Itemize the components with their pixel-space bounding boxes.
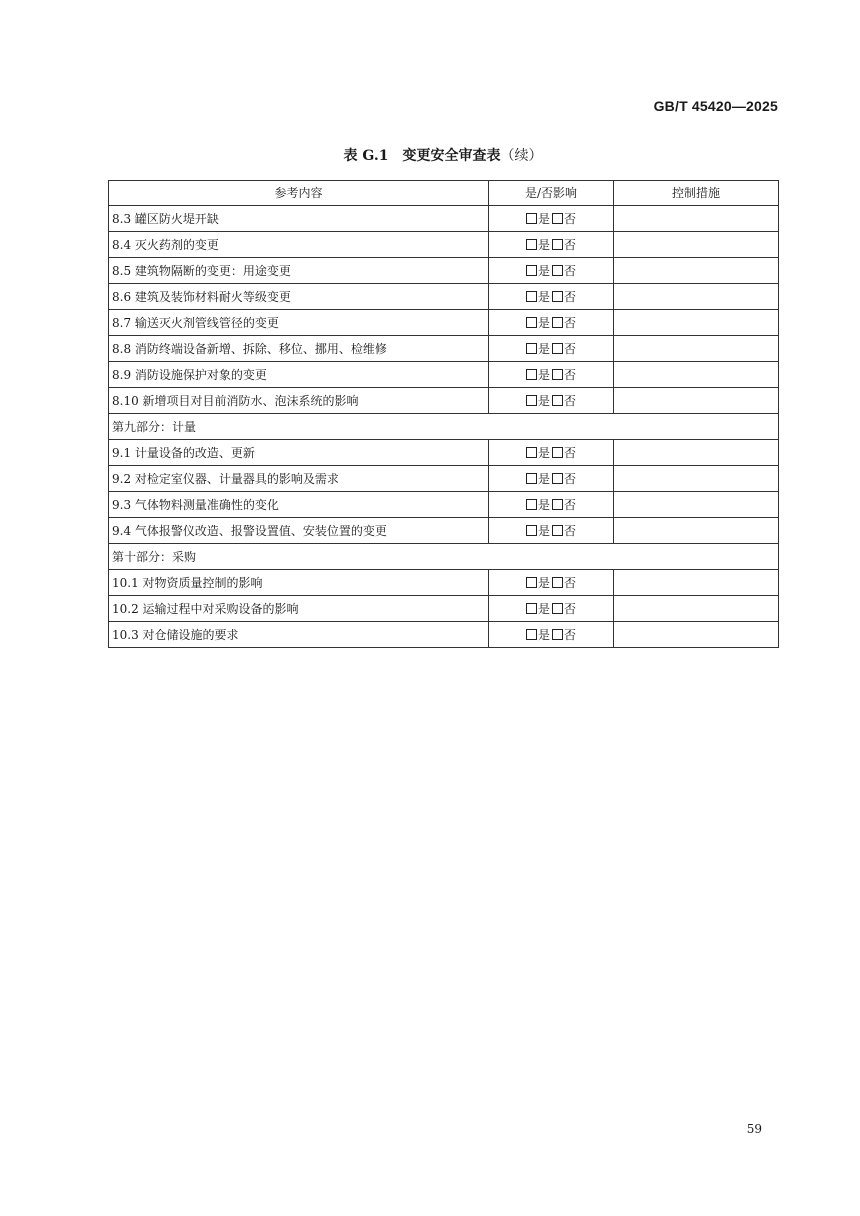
no-checkbox[interactable]: [552, 369, 563, 380]
table-number: 表 G.1: [343, 148, 389, 164]
header-reference-content: 参考内容: [109, 181, 489, 206]
yes-label: 是: [537, 393, 550, 408]
table-row: [109, 466, 779, 492]
yes-label: 是: [537, 601, 550, 616]
table-row: [109, 492, 779, 518]
control-measures-cell[interactable]: [614, 622, 779, 648]
impact-choice-cell: [489, 362, 614, 388]
no-label: 否: [564, 263, 577, 278]
reference-item: 10.3 对仓储设施的要求: [109, 622, 489, 648]
yes-checkbox[interactable]: [526, 343, 537, 354]
section-heading: 第十部分：采购: [109, 544, 779, 570]
table-body: [109, 206, 779, 648]
yes-label: 是: [537, 341, 550, 356]
yes-checkbox[interactable]: [526, 525, 537, 536]
no-label: 否: [564, 211, 577, 226]
no-checkbox[interactable]: [552, 447, 563, 458]
control-measures-cell[interactable]: [614, 206, 779, 232]
no-checkbox[interactable]: [552, 499, 563, 510]
reference-item: 9.4 气体报警仪改造、报警设置值、安装位置的变更: [109, 518, 489, 544]
no-label: 否: [564, 601, 577, 616]
standard-code: GB/T 45420—2025: [653, 98, 778, 114]
table-header-row: [109, 181, 779, 206]
control-measures-cell[interactable]: [614, 388, 779, 414]
control-measures-cell[interactable]: [614, 492, 779, 518]
table-row: [109, 440, 779, 466]
table-row: [109, 388, 779, 414]
yes-label: 是: [537, 211, 550, 226]
table-row: [109, 570, 779, 596]
yes-label: 是: [537, 627, 550, 642]
reference-item: 8.4 灭火药剂的变更: [109, 232, 489, 258]
no-checkbox[interactable]: [552, 291, 563, 302]
section-row: [109, 544, 779, 570]
no-label: 否: [564, 627, 577, 642]
yes-label: 是: [537, 575, 550, 590]
table-title: [108, 145, 778, 165]
control-measures-cell[interactable]: [614, 258, 779, 284]
reference-item: 9.3 气体物料测量准确性的变化: [109, 492, 489, 518]
yes-checkbox[interactable]: [526, 265, 537, 276]
yes-checkbox[interactable]: [526, 603, 537, 614]
no-checkbox[interactable]: [552, 629, 563, 640]
no-label: 否: [564, 237, 577, 252]
impact-choice-cell: [489, 336, 614, 362]
reference-item: 8.6 建筑及装饰材料耐火等级变更: [109, 284, 489, 310]
no-checkbox[interactable]: [552, 239, 563, 250]
no-label: 否: [564, 497, 577, 512]
yes-checkbox[interactable]: [526, 577, 537, 588]
no-checkbox[interactable]: [552, 577, 563, 588]
reference-item: 10.1 对物资质量控制的影响: [109, 570, 489, 596]
review-table: [108, 180, 779, 648]
control-measures-cell[interactable]: [614, 466, 779, 492]
no-checkbox[interactable]: [552, 395, 563, 406]
impact-choice-cell: [489, 622, 614, 648]
yes-label: 是: [537, 289, 550, 304]
no-label: 否: [564, 445, 577, 460]
no-checkbox[interactable]: [552, 343, 563, 354]
yes-checkbox[interactable]: [526, 239, 537, 250]
header-control-measures: 控制措施: [614, 181, 779, 206]
impact-choice-cell: [489, 440, 614, 466]
no-checkbox[interactable]: [552, 317, 563, 328]
no-checkbox[interactable]: [552, 473, 563, 484]
no-label: 否: [564, 315, 577, 330]
yes-checkbox[interactable]: [526, 629, 537, 640]
yes-label: 是: [537, 263, 550, 278]
no-label: 否: [564, 341, 577, 356]
section-heading: 第九部分：计量: [109, 414, 779, 440]
impact-choice-cell: [489, 466, 614, 492]
yes-checkbox[interactable]: [526, 291, 537, 302]
reference-item: 8.8 消防终端设备新增、拆除、移位、挪用、检维修: [109, 336, 489, 362]
yes-checkbox[interactable]: [526, 213, 537, 224]
yes-label: 是: [537, 471, 550, 486]
reference-item: 10.2 运输过程中对采购设备的影响: [109, 596, 489, 622]
reference-item: 8.5 建筑物隔断的变更：用途变更: [109, 258, 489, 284]
table-name: 变更安全审查表: [402, 148, 501, 164]
yes-label: 是: [537, 445, 550, 460]
yes-label: 是: [537, 497, 550, 512]
header-impact: 是/否影响: [489, 181, 614, 206]
control-measures-cell[interactable]: [614, 362, 779, 388]
table-row: [109, 622, 779, 648]
impact-choice-cell: [489, 284, 614, 310]
no-label: 否: [564, 367, 577, 382]
yes-label: 是: [537, 523, 550, 538]
impact-choice-cell: [489, 206, 614, 232]
impact-choice-cell: [489, 518, 614, 544]
impact-choice-cell: [489, 570, 614, 596]
impact-choice-cell: [489, 492, 614, 518]
yes-checkbox[interactable]: [526, 317, 537, 328]
reference-item: 8.10 新增项目对目前消防水、泡沫系统的影响: [109, 388, 489, 414]
table-continued-label: （续）: [500, 148, 543, 164]
reference-item: 8.3 罐区防火堤开缺: [109, 206, 489, 232]
table-row: [109, 206, 779, 232]
no-label: 否: [564, 575, 577, 590]
table-row: [109, 518, 779, 544]
yes-checkbox[interactable]: [526, 369, 537, 380]
reference-item: 8.7 输送灭火剂管线管径的变更: [109, 310, 489, 336]
yes-label: 是: [537, 315, 550, 330]
control-measures-cell[interactable]: [614, 570, 779, 596]
control-measures-cell[interactable]: [614, 284, 779, 310]
table-row: [109, 284, 779, 310]
reference-item: 9.2 对检定室仪器、计量器具的影响及需求: [109, 466, 489, 492]
section-row: [109, 414, 779, 440]
impact-choice-cell: [489, 596, 614, 622]
yes-checkbox[interactable]: [526, 395, 537, 406]
table-row: [109, 310, 779, 336]
no-checkbox[interactable]: [552, 213, 563, 224]
control-measures-cell[interactable]: [614, 336, 779, 362]
no-label: 否: [564, 523, 577, 538]
control-measures-cell[interactable]: [614, 232, 779, 258]
no-label: 否: [564, 393, 577, 408]
no-label: 否: [564, 471, 577, 486]
impact-choice-cell: [489, 388, 614, 414]
table-row: [109, 336, 779, 362]
yes-label: 是: [537, 367, 550, 382]
reference-item: 8.9 消防设施保护对象的变更: [109, 362, 489, 388]
no-label: 否: [564, 289, 577, 304]
no-checkbox[interactable]: [552, 525, 563, 536]
table-row: [109, 596, 779, 622]
yes-checkbox[interactable]: [526, 499, 537, 510]
control-measures-cell[interactable]: [614, 310, 779, 336]
impact-choice-cell: [489, 310, 614, 336]
impact-choice-cell: [489, 232, 614, 258]
no-checkbox[interactable]: [552, 265, 563, 276]
control-measures-cell[interactable]: [614, 440, 779, 466]
control-measures-cell[interactable]: [614, 596, 779, 622]
no-checkbox[interactable]: [552, 603, 563, 614]
table-row: [109, 362, 779, 388]
yes-label: 是: [537, 237, 550, 252]
control-measures-cell[interactable]: [614, 518, 779, 544]
impact-choice-cell: [489, 258, 614, 284]
page-number: 59: [746, 1122, 762, 1136]
table-row: [109, 232, 779, 258]
reference-item: 9.1 计量设备的改造、更新: [109, 440, 489, 466]
yes-checkbox[interactable]: [526, 447, 537, 458]
yes-checkbox[interactable]: [526, 473, 537, 484]
table-row: [109, 258, 779, 284]
